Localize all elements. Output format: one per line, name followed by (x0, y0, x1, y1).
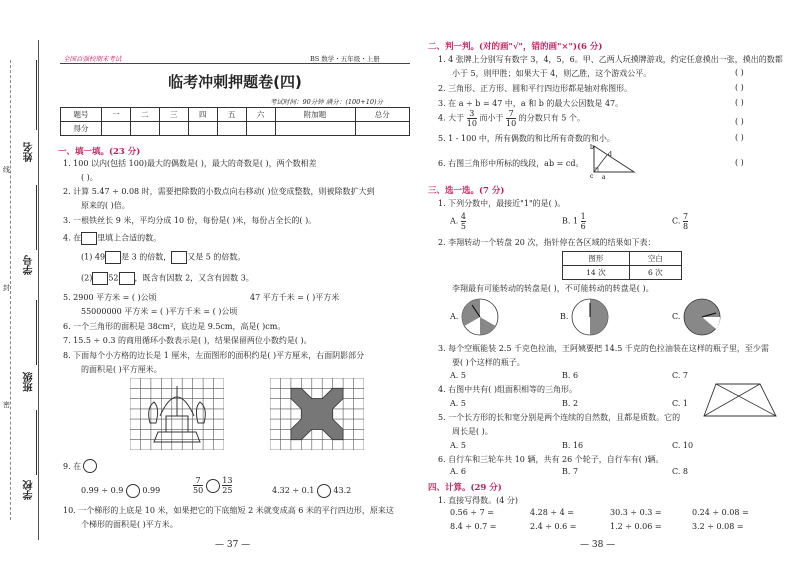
score-table-header-row (61, 108, 410, 122)
j1-line1: 1. 4 张牌上分别写有数字 3，4，5，6。甲、乙两人玩摸牌游戏，约定任意摸出一张，摸出的数都 (438, 55, 783, 64)
c2-result-table (562, 251, 682, 280)
score-cell: 得分 (61, 122, 102, 136)
c1-option-c[interactable] (672, 212, 688, 231)
c4-line1: 4. 右图中共有( )组面积相等的三角形。 (438, 385, 577, 394)
j5-answer[interactable]: ( ) (735, 133, 744, 142)
c4-option-a[interactable]: A. 5 (450, 399, 466, 408)
q1-line2: ( )。 (81, 173, 98, 182)
calc-line1: 1. 直接写得数。(4 分) (438, 496, 519, 505)
calc-item: 1.2 ÷ 0.06 = (610, 522, 662, 531)
c1-option-a[interactable] (450, 212, 466, 231)
score-input-cell[interactable] (275, 122, 355, 136)
q4-line1 (63, 232, 161, 245)
c3-option-a[interactable]: A. 5 (450, 371, 466, 380)
j6-line1: 6. 右图三角形中所标的线段，ab = cd。 (438, 159, 584, 168)
calc-item: 2.4 ÷ 0.6 = (530, 522, 577, 531)
section-heading-judge: 二、判一判。(对的画"√"，错的画"×")(6 分) (428, 42, 603, 52)
fraction-denominator: 6 (580, 222, 586, 231)
q8-right-grid-figure (270, 378, 364, 450)
section-heading-choose: 三、选一选。(7 分) (428, 186, 505, 196)
margin-number-label: 学号 (24, 255, 35, 275)
exam-series: 全国百强校期末考试 (63, 55, 122, 63)
c3-line2: 要( )个这样的瓶子。 (452, 358, 525, 367)
exam-meta: 考试时间：90分钟 满分：(100+10)分 (270, 98, 384, 106)
fraction-denominator: 25 (222, 486, 233, 495)
fraction-denominator: 50 (193, 486, 204, 495)
c2-option-a-label[interactable]: A. (450, 312, 459, 321)
calc-item: 4.28 ÷ 4 = (530, 508, 574, 517)
calc-item: 0.56 ÷ 7 = (450, 508, 494, 517)
q9-a-left: 0.99 ÷ 0.9 (81, 486, 124, 495)
j2-line1: 2. 三角形、正方形、圆和平行四边形都是轴对称图形。 (438, 84, 633, 93)
calc-item: 8.4 ÷ 0.7 = (450, 522, 497, 531)
page-title: 临考冲刺押题卷(四) (168, 73, 302, 91)
score-cell: 二 (130, 108, 159, 122)
fraction-numerator: 7 (506, 109, 516, 119)
spinner-b-icon[interactable] (570, 297, 610, 337)
fraction-numerator: 13 (222, 476, 233, 485)
q4-part2 (81, 272, 254, 285)
section-heading-fill: 一、填一填。(23 分) (58, 147, 141, 157)
q2-line2: 原来的( )倍。 (81, 201, 130, 210)
calc-item: 0.24 ÷ 0.08 = (692, 508, 749, 517)
label-a: a (602, 174, 606, 180)
j5-line1: 5. 1 - 100 中，所有偶数的和比所有奇数的和小。 (438, 134, 615, 143)
fraction-numerator: 7 (193, 476, 203, 486)
q4-part1 (81, 251, 245, 264)
c1-option-b[interactable] (562, 212, 586, 231)
option-letter: B. 1 (562, 216, 579, 226)
q9-item-b (193, 476, 232, 495)
answer-box[interactable] (105, 251, 121, 264)
score-input-cell[interactable] (246, 122, 275, 136)
c2-option-c-label[interactable]: C. (672, 312, 681, 321)
calc-item: 30.3 ÷ 0.3 = (610, 508, 662, 517)
fraction-numerator: 1 (580, 212, 586, 221)
margin-seal-char: 封 (3, 284, 10, 292)
spinner-a-icon[interactable] (460, 297, 500, 337)
c6-line1: 6. 自行车和三轮车共 10 辆，共有 26 个轮子，自行车有( )辆。 (438, 455, 664, 464)
q9-text: 9. 在 (63, 462, 82, 471)
margin-number-line (22, 185, 37, 250)
q4-part1-a: (1) 49 (81, 252, 106, 262)
c1-line1: 1. 下列分数中，最接近"1"的是( )。 (438, 199, 566, 208)
c5-option-a[interactable]: A. 5 (450, 441, 466, 450)
q5-b: 47 平方千米 = ( )平方米 (250, 293, 340, 302)
score-cell: 一 (102, 108, 131, 122)
answer-circle[interactable] (126, 484, 140, 498)
score-input-cell[interactable] (159, 122, 188, 136)
score-cell: 五 (217, 108, 246, 122)
binding-margin (0, 0, 50, 576)
q1-line1: 1. 100 以内(包括 100)最大的偶数是( )，最大的奇数是( )，两个数相差 (63, 159, 317, 168)
score-cell: 四 (188, 108, 217, 122)
j4-text-a: 4. 大于 (438, 113, 465, 123)
margin-class-label: 班级 (24, 372, 35, 392)
score-cell: 总分 (355, 108, 410, 122)
option-letter: C. (672, 216, 681, 226)
page-number-left: — 37 — (215, 540, 251, 550)
c3-line1: 3. 每个空瓶能装 2.5 千克色拉油，王阿姨要把 14.5 千克的色拉油装在这样的瓶子里，至少需 (438, 344, 769, 353)
c4-option-c[interactable]: C. 1 (672, 399, 689, 408)
margin-name-label: 姓名 (24, 142, 35, 162)
label-d: d (608, 151, 612, 158)
q4-text-b: 里填上合适的数。 (97, 233, 162, 243)
j4-line1 (438, 109, 585, 128)
c6-option-a[interactable]: A. 6 (450, 467, 466, 476)
c2-line2: 李翔最有可能转动的转盘是( )，不可能转动的转盘是( )。 (452, 284, 654, 293)
c5-line2: 周长是( )。 (452, 427, 493, 436)
c6-option-b[interactable]: B. 7 (562, 467, 579, 476)
fraction-denominator: 10 (506, 119, 517, 128)
q4-part1-b: 是 3 的倍数， (121, 252, 172, 262)
c4-trapezoid-figure (700, 380, 780, 420)
table-cell: 14 次 (563, 266, 630, 280)
q4-part2-b: 52 (108, 273, 119, 283)
answer-box[interactable] (119, 272, 135, 285)
score-table-score-row (61, 122, 410, 136)
j1-answer[interactable]: ( ) (735, 68, 744, 77)
q9-item-d (272, 484, 351, 498)
j3-answer[interactable]: ( ) (735, 98, 744, 107)
q8-line2: 的面积是( )平方厘米。 (81, 365, 162, 374)
j4-text-c: 的分数只有 5 个。 (518, 113, 585, 123)
fraction-numerator: 4 (460, 212, 466, 221)
margin-name-line (22, 60, 37, 130)
fraction-denominator: 10 (466, 119, 477, 128)
margin-bind-char: 密 (3, 401, 10, 409)
q9-d-left: 4.32 ÷ 0.1 (272, 486, 315, 495)
j4-answer[interactable]: ( ) (735, 117, 744, 126)
margin-school-label: 学校 (24, 480, 35, 500)
fraction-denominator: 8 (682, 222, 689, 231)
c2-option-b-label[interactable]: B. (560, 312, 569, 321)
q4-part1-c: 又是 5 的倍数。 (187, 252, 246, 262)
score-input-cell[interactable] (130, 122, 159, 136)
j6-answer[interactable]: ( ) (735, 158, 744, 167)
c3-option-c[interactable]: C. 7 (672, 371, 689, 380)
option-letter: A. (450, 216, 459, 226)
j2-answer[interactable]: ( ) (735, 83, 744, 92)
j1-line2: 小于 5，则甲胜；如果大于 4，则乙胜，这个游戏公平。 (452, 69, 652, 78)
q10-line2: 个梯形的面积是( )平方米。 (81, 520, 178, 529)
subject-label: BS 数学・五年级・上册 (310, 55, 380, 63)
q8-left-grid-figure (130, 378, 224, 450)
q9-a-right: 0.99 (142, 486, 161, 495)
spinner-c-icon[interactable] (682, 297, 722, 337)
c5-line1: 5. 一个长方形的长和宽分别是两个连续的自然数，且都是质数。它的 (438, 413, 681, 422)
c6-option-c[interactable]: C. 8 (672, 467, 689, 476)
answer-circle[interactable] (317, 484, 331, 498)
q6-line1: 6. 一个三角形的面积是 38cm²，底边是 9.5cm，高是( )cm。 (63, 322, 286, 331)
margin-class-line (22, 300, 37, 365)
score-input-cell[interactable] (102, 122, 131, 136)
c3-option-b[interactable]: B. 6 (562, 371, 579, 380)
answer-box[interactable] (171, 251, 187, 264)
q10-line1: 10. 一个梯形的上底是 10 米，如果把它的下底缩短 2 米就变成高 6 米的平行四边形，原来这 (63, 506, 394, 515)
q9-d-right: 43.2 (333, 486, 352, 495)
score-cell: 六 (246, 108, 275, 122)
table-header: 图形 (563, 252, 630, 266)
label-b: b (590, 144, 594, 151)
score-cell: 题号 (61, 108, 102, 122)
margin-line-char: 线 (3, 166, 10, 174)
answer-box[interactable] (92, 272, 108, 285)
score-table (60, 107, 410, 136)
margin-school-line (22, 410, 37, 475)
answer-box[interactable] (81, 232, 97, 245)
page-number-right: — 38 — (580, 540, 616, 550)
fraction-numerator: 3 (467, 109, 477, 119)
j3-line1: 3. 在 a ÷ b = 47 中，a 和 b 的最大公因数是 47。 (438, 99, 624, 108)
fraction-numerator: 7 (682, 212, 689, 221)
c4-option-b[interactable]: B. 2 (562, 399, 579, 408)
score-cell: 附加题 (275, 108, 355, 122)
j6-triangle-figure (590, 142, 640, 180)
c2-line1: 2. 李翔转动一个转盘 20 次，指针停在各区域的结果如下表： (438, 238, 656, 247)
header-rule (60, 63, 410, 64)
score-cell: 三 (159, 108, 188, 122)
c5-option-c[interactable]: C. 10 (672, 441, 694, 450)
q4-part2-c: ，既含有因数 2，又含有因数 3。 (134, 273, 254, 283)
fraction-denominator: 5 (460, 222, 466, 231)
table-header: 空白 (629, 252, 681, 266)
q7-line1: 7. 15.5 ÷ 0.3 的商用循环小数表示是( )，结果保留两位小数约是( )。 (63, 336, 312, 345)
q3-line1: 3. 一根铁丝长 9 米，平均分成 10 份，每份是( )米，每份占全长的( )。 (63, 216, 317, 225)
j4-text-b: 而小于 (479, 113, 504, 123)
table-cell: 6 次 (629, 266, 681, 280)
score-input-cell[interactable] (355, 122, 410, 136)
q4-part2-a: (2) (81, 273, 93, 283)
label-c: c (590, 173, 594, 180)
q5-a: 5. 2900 平方米 = ( )公顷 (63, 293, 157, 302)
q2-line1: 2. 计算 5.47 ÷ 0.08 时，需要把除数的小数点向右移动( )位变成整数，则被除数扩大到 (63, 187, 375, 196)
c5-option-b[interactable]: B. 16 (562, 441, 584, 450)
q9-line1 (63, 461, 81, 472)
score-input-cell[interactable] (217, 122, 246, 136)
q4-text: 4. 在 (63, 233, 82, 243)
score-input-cell[interactable] (188, 122, 217, 136)
answer-circle[interactable] (83, 459, 97, 473)
q5-c: 55000000 平方米 = ( )平方千米 = ( )公顷 (81, 307, 238, 316)
answer-circle[interactable] (206, 479, 220, 493)
calc-item: 3.2 ÷ 0.08 = (692, 522, 744, 531)
section-heading-calc: 四、计算。(29 分) (428, 483, 502, 493)
q9-item-a (81, 484, 160, 498)
q8-line1: 8. 下面每个小方格的边长是 1 厘米，左面图形的面积约是( )平方厘米，右面阴影部分 (63, 351, 365, 360)
